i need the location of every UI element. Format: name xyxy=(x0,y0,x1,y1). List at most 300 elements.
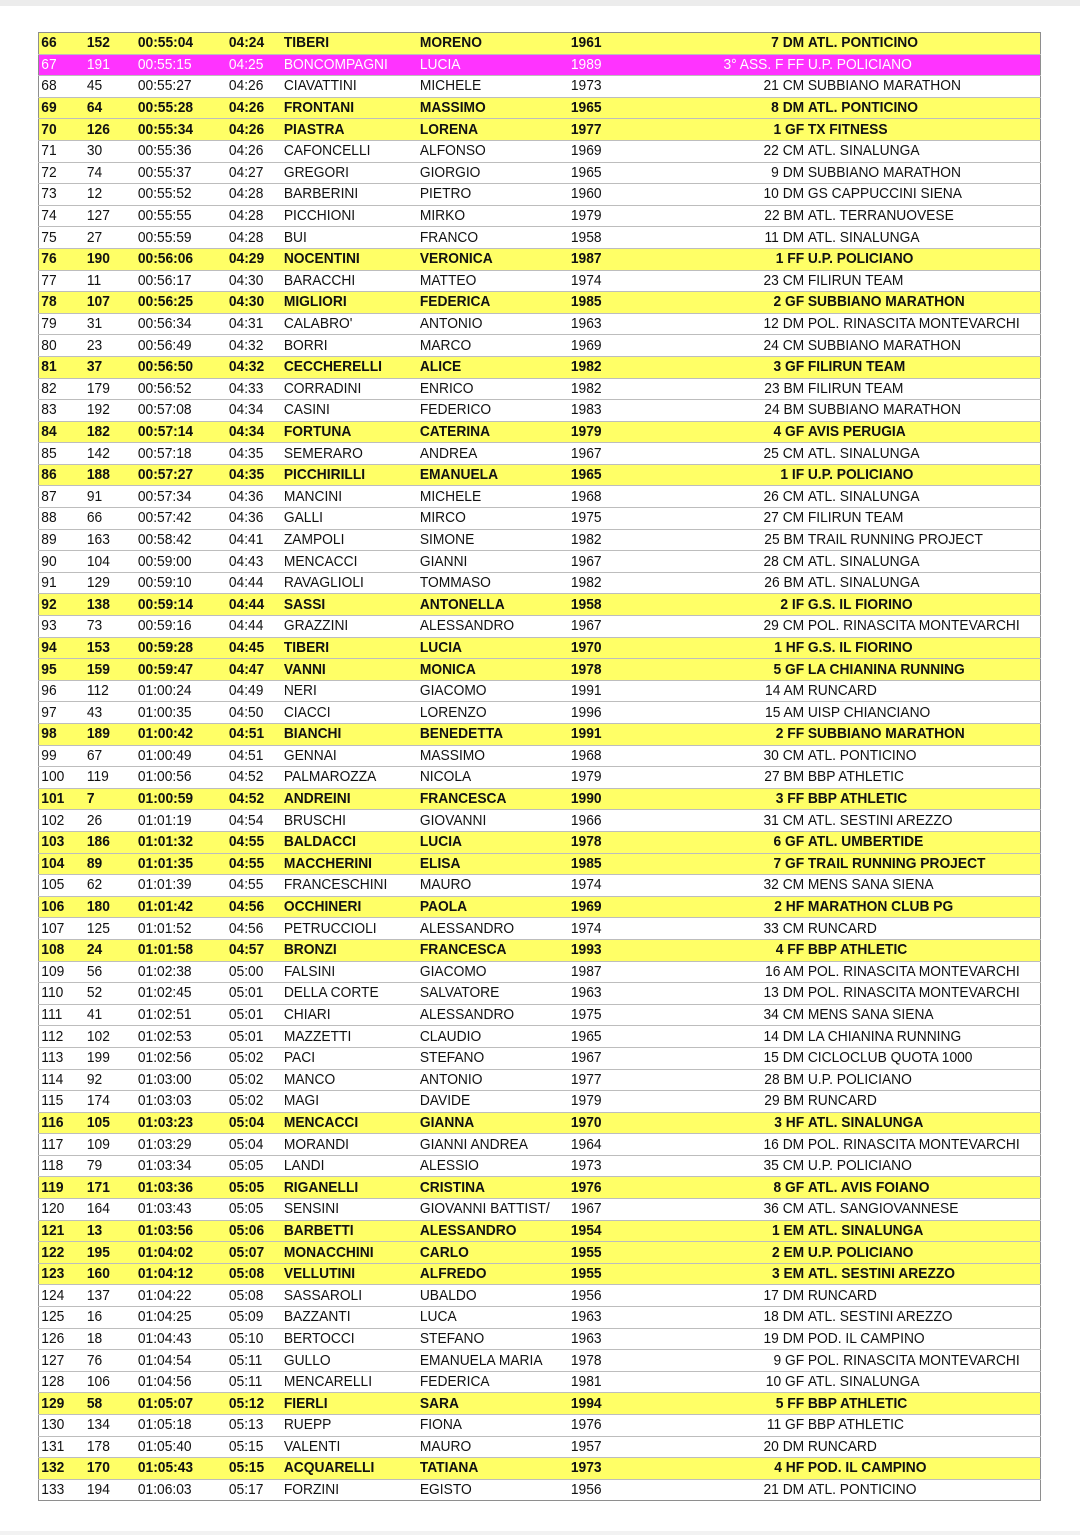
position-cell: 130 xyxy=(39,1415,81,1437)
birth-year-cell: 1956 xyxy=(569,1479,644,1501)
first-name-cell: LORENA xyxy=(418,119,557,141)
first-name-cell: ANTONIO xyxy=(418,313,557,335)
surname-cell: MAGI xyxy=(282,1091,407,1113)
pace-cell: 04:52 xyxy=(227,767,278,789)
position-cell: 125 xyxy=(39,1307,81,1329)
team-cell: ATL. SINALUNGA xyxy=(806,1371,1022,1393)
bib-number-cell: 192 xyxy=(85,400,132,422)
category-rank-cell: 1 EM xyxy=(663,1220,806,1242)
position-cell: 72 xyxy=(39,162,81,184)
first-name-cell: ALFONSO xyxy=(418,140,557,162)
pace-cell: 05:08 xyxy=(227,1263,278,1285)
category-rank-cell: 1 FF xyxy=(663,248,806,270)
result-row xyxy=(39,292,1041,314)
category-rank-cell: 11 DM xyxy=(663,227,806,249)
pace-cell: 05:04 xyxy=(227,1134,278,1156)
pace-cell: 04:55 xyxy=(227,875,278,897)
surname-cell: SASSI xyxy=(282,594,407,616)
bib-number-cell: 189 xyxy=(85,724,132,746)
bib-number-cell: 119 xyxy=(85,767,132,789)
position-cell: 70 xyxy=(39,119,81,141)
birth-year-cell: 1957 xyxy=(569,1436,644,1458)
pace-cell: 04:32 xyxy=(227,356,278,378)
pace-cell: 04:27 xyxy=(227,162,278,184)
bib-number-cell: 129 xyxy=(85,572,132,594)
finish-time-cell: 01:05:07 xyxy=(136,1393,220,1415)
team-cell: SUBBIANO MARATHON xyxy=(806,292,1022,314)
pace-cell: 04:50 xyxy=(227,702,278,724)
position-cell: 109 xyxy=(39,961,81,983)
position-cell: 95 xyxy=(39,659,81,681)
category-rank-cell: 25 BM xyxy=(663,529,806,551)
surname-cell: ACQUARELLI xyxy=(282,1458,407,1480)
finish-time-cell: 01:02:38 xyxy=(136,961,220,983)
result-row xyxy=(39,1328,1041,1350)
finish-time-cell: 01:00:56 xyxy=(136,767,220,789)
result-row xyxy=(39,508,1041,530)
pace-cell: 05:05 xyxy=(227,1199,278,1221)
birth-year-cell: 1989 xyxy=(569,54,644,76)
category-rank-cell: 14 DM xyxy=(663,1026,806,1048)
finish-time-cell: 01:02:51 xyxy=(136,1004,220,1026)
result-row xyxy=(39,983,1041,1005)
result-row xyxy=(39,1134,1041,1156)
surname-cell: PICCHIRILLI xyxy=(282,464,407,486)
position-cell: 127 xyxy=(39,1350,81,1372)
birth-year-cell: 1976 xyxy=(569,1177,644,1199)
birth-year-cell: 1967 xyxy=(569,1199,644,1221)
surname-cell: NERI xyxy=(282,680,407,702)
finish-time-cell: 00:57:08 xyxy=(136,400,220,422)
first-name-cell: GIACOMO xyxy=(418,961,557,983)
finish-time-cell: 00:56:49 xyxy=(136,335,220,357)
bib-number-cell: 13 xyxy=(85,1220,132,1242)
first-name-cell: FRANCESCA xyxy=(418,939,557,961)
category-rank-cell: 7 GF xyxy=(663,853,806,875)
first-name-cell: CLAUDIO xyxy=(418,1026,557,1048)
finish-time-cell: 01:03:56 xyxy=(136,1220,220,1242)
category-rank-cell: 28 BM xyxy=(663,1069,806,1091)
team-cell: RUNCARD xyxy=(806,680,1022,702)
bib-number-cell: 26 xyxy=(85,810,132,832)
bib-number-cell: 112 xyxy=(85,680,132,702)
birth-year-cell: 1983 xyxy=(569,400,644,422)
category-rank-cell: 23 BM xyxy=(663,378,806,400)
category-rank-cell: 23 CM xyxy=(663,270,806,292)
finish-time-cell: 01:00:42 xyxy=(136,724,220,746)
category-rank-cell: 19 DM xyxy=(663,1328,806,1350)
position-cell: 115 xyxy=(39,1091,81,1113)
surname-cell: CIAVATTINI xyxy=(282,76,407,98)
surname-cell: MENCARELLI xyxy=(282,1371,407,1393)
surname-cell: OCCHINERI xyxy=(282,896,407,918)
birth-year-cell: 1982 xyxy=(569,356,644,378)
result-row xyxy=(39,313,1041,335)
position-cell: 112 xyxy=(39,1026,81,1048)
category-rank-cell: 2 GF xyxy=(663,292,806,314)
first-name-cell: SARA xyxy=(418,1393,557,1415)
finish-time-cell: 00:57:34 xyxy=(136,486,220,508)
position-cell: 124 xyxy=(39,1285,81,1307)
first-name-cell: GIORGIO xyxy=(418,162,557,184)
surname-cell: FRONTANI xyxy=(282,97,407,119)
finish-time-cell: 01:01:58 xyxy=(136,939,220,961)
finish-time-cell: 00:59:47 xyxy=(136,659,220,681)
position-cell: 105 xyxy=(39,875,81,897)
category-rank-cell: 2 IF xyxy=(663,594,806,616)
position-cell: 86 xyxy=(39,464,81,486)
birth-year-cell: 1968 xyxy=(569,745,644,767)
birth-year-cell: 1991 xyxy=(569,680,644,702)
bib-number-cell: 11 xyxy=(85,270,132,292)
birth-year-cell: 1982 xyxy=(569,572,644,594)
category-rank-cell: 13 DM xyxy=(663,983,806,1005)
position-cell: 98 xyxy=(39,724,81,746)
surname-cell: CASINI xyxy=(282,400,407,422)
team-cell: TX FITNESS xyxy=(806,119,1022,141)
pace-cell: 05:06 xyxy=(227,1220,278,1242)
position-cell: 111 xyxy=(39,1004,81,1026)
surname-cell: TIBERI xyxy=(282,637,407,659)
result-row xyxy=(39,724,1041,746)
result-row xyxy=(39,1393,1041,1415)
team-cell: G.S. IL FIORINO xyxy=(806,594,1022,616)
pace-cell: 04:51 xyxy=(227,745,278,767)
bib-number-cell: 64 xyxy=(85,97,132,119)
pace-cell: 05:08 xyxy=(227,1285,278,1307)
category-rank-cell: 26 CM xyxy=(663,486,806,508)
team-cell: FILIRUN TEAM xyxy=(806,356,1022,378)
first-name-cell: ANTONELLA xyxy=(418,594,557,616)
team-cell: U.P. POLICIANO xyxy=(806,1242,1022,1264)
result-row xyxy=(39,356,1041,378)
pace-cell: 04:47 xyxy=(227,659,278,681)
birth-year-cell: 1974 xyxy=(569,918,644,940)
bib-number-cell: 45 xyxy=(85,76,132,98)
finish-time-cell: 01:03:00 xyxy=(136,1069,220,1091)
result-row xyxy=(39,76,1041,98)
first-name-cell: MIRKO xyxy=(418,205,557,227)
bib-number-cell: 163 xyxy=(85,529,132,551)
first-name-cell: MORENO xyxy=(418,33,557,55)
category-rank-cell: 4 FF xyxy=(663,939,806,961)
first-name-cell: CARLO xyxy=(418,1242,557,1264)
category-rank-cell: 11 GF xyxy=(663,1415,806,1437)
position-cell: 79 xyxy=(39,313,81,335)
birth-year-cell: 1970 xyxy=(569,637,644,659)
pace-cell: 04:56 xyxy=(227,896,278,918)
bib-number-cell: 18 xyxy=(85,1328,132,1350)
birth-year-cell: 1965 xyxy=(569,464,644,486)
team-cell: U.P. POLICIANO xyxy=(806,464,1022,486)
birth-year-cell: 1979 xyxy=(569,1091,644,1113)
finish-time-cell: 00:55:59 xyxy=(136,227,220,249)
position-cell: 81 xyxy=(39,356,81,378)
finish-time-cell: 00:58:42 xyxy=(136,529,220,551)
birth-year-cell: 1968 xyxy=(569,486,644,508)
position-cell: 102 xyxy=(39,810,81,832)
finish-time-cell: 01:00:59 xyxy=(136,788,220,810)
finish-time-cell: 01:01:19 xyxy=(136,810,220,832)
first-name-cell: SIMONE xyxy=(418,529,557,551)
pace-cell: 04:43 xyxy=(227,551,278,573)
bib-number-cell: 31 xyxy=(85,313,132,335)
surname-cell: NOCENTINI xyxy=(282,248,407,270)
category-rank-cell: 7 DM xyxy=(663,33,806,55)
team-cell: BBP ATHLETIC xyxy=(806,939,1022,961)
first-name-cell: TOMMASO xyxy=(418,572,557,594)
team-cell: MENS SANA SIENA xyxy=(806,1004,1022,1026)
surname-cell: BUI xyxy=(282,227,407,249)
result-row xyxy=(39,184,1041,206)
bib-number-cell: 174 xyxy=(85,1091,132,1113)
birth-year-cell: 1994 xyxy=(569,1393,644,1415)
pace-cell: 05:15 xyxy=(227,1436,278,1458)
results-table xyxy=(38,32,1041,1501)
pace-cell: 04:29 xyxy=(227,248,278,270)
first-name-cell: LORENZO xyxy=(418,702,557,724)
pace-cell: 04:30 xyxy=(227,292,278,314)
category-rank-cell: 33 CM xyxy=(663,918,806,940)
team-cell: ATL. SESTINI AREZZO xyxy=(806,1263,1022,1285)
category-rank-cell: 30 CM xyxy=(663,745,806,767)
team-cell: ATL. AVIS FOIANO xyxy=(806,1177,1022,1199)
result-row xyxy=(39,1026,1041,1048)
category-rank-cell: 27 CM xyxy=(663,508,806,530)
bib-number-cell: 199 xyxy=(85,1047,132,1069)
result-row xyxy=(39,1307,1041,1329)
surname-cell: GALLI xyxy=(282,508,407,530)
finish-time-cell: 01:05:18 xyxy=(136,1415,220,1437)
position-cell: 85 xyxy=(39,443,81,465)
birth-year-cell: 1976 xyxy=(569,1415,644,1437)
finish-time-cell: 00:55:37 xyxy=(136,162,220,184)
surname-cell: TIBERI xyxy=(282,33,407,55)
birth-year-cell: 1979 xyxy=(569,421,644,443)
surname-cell: BARACCHI xyxy=(282,270,407,292)
bib-number-cell: 142 xyxy=(85,443,132,465)
first-name-cell: MIRCO xyxy=(418,508,557,530)
finish-time-cell: 01:02:53 xyxy=(136,1026,220,1048)
position-cell: 106 xyxy=(39,896,81,918)
pace-cell: 04:28 xyxy=(227,227,278,249)
result-row xyxy=(39,572,1041,594)
position-cell: 94 xyxy=(39,637,81,659)
bib-number-cell: 171 xyxy=(85,1177,132,1199)
first-name-cell: FRANCESCA xyxy=(418,788,557,810)
birth-year-cell: 1965 xyxy=(569,162,644,184)
first-name-cell: MASSIMO xyxy=(418,97,557,119)
finish-time-cell: 01:03:29 xyxy=(136,1134,220,1156)
result-row xyxy=(39,464,1041,486)
pace-cell: 04:26 xyxy=(227,97,278,119)
surname-cell: BIANCHI xyxy=(282,724,407,746)
bib-number-cell: 91 xyxy=(85,486,132,508)
birth-year-cell: 1974 xyxy=(569,875,644,897)
surname-cell: MENCACCI xyxy=(282,1112,407,1134)
bib-number-cell: 41 xyxy=(85,1004,132,1026)
position-cell: 84 xyxy=(39,421,81,443)
finish-time-cell: 01:01:52 xyxy=(136,918,220,940)
category-rank-cell: 17 DM xyxy=(663,1285,806,1307)
result-row xyxy=(39,1177,1041,1199)
surname-cell: MORANDI xyxy=(282,1134,407,1156)
finish-time-cell: 01:04:43 xyxy=(136,1328,220,1350)
finish-time-cell: 01:01:35 xyxy=(136,853,220,875)
birth-year-cell: 1963 xyxy=(569,983,644,1005)
surname-cell: RUEPP xyxy=(282,1415,407,1437)
position-cell: 78 xyxy=(39,292,81,314)
finish-time-cell: 00:59:00 xyxy=(136,551,220,573)
surname-cell: CALABRO' xyxy=(282,313,407,335)
birth-year-cell: 1975 xyxy=(569,508,644,530)
first-name-cell: FEDERICO xyxy=(418,400,557,422)
category-rank-cell: 15 DM xyxy=(663,1047,806,1069)
bib-number-cell: 52 xyxy=(85,983,132,1005)
first-name-cell: FIONA xyxy=(418,1415,557,1437)
category-rank-cell: 3 FF xyxy=(663,788,806,810)
birth-year-cell: 1955 xyxy=(569,1263,644,1285)
category-rank-cell: 12 DM xyxy=(663,313,806,335)
surname-cell: PIASTRA xyxy=(282,119,407,141)
position-cell: 103 xyxy=(39,831,81,853)
bib-number-cell: 182 xyxy=(85,421,132,443)
position-cell: 73 xyxy=(39,184,81,206)
finish-time-cell: 00:55:36 xyxy=(136,140,220,162)
birth-year-cell: 1963 xyxy=(569,313,644,335)
team-cell: FILIRUN TEAM xyxy=(806,508,1022,530)
finish-time-cell: 01:01:32 xyxy=(136,831,220,853)
birth-year-cell: 1990 xyxy=(569,788,644,810)
first-name-cell: TATIANA xyxy=(418,1458,557,1480)
birth-year-cell: 1979 xyxy=(569,205,644,227)
bib-number-cell: 62 xyxy=(85,875,132,897)
first-name-cell: LUCIA xyxy=(418,831,557,853)
position-cell: 121 xyxy=(39,1220,81,1242)
result-row xyxy=(39,1199,1041,1221)
first-name-cell: VERONICA xyxy=(418,248,557,270)
pace-cell: 04:49 xyxy=(227,680,278,702)
pace-cell: 04:31 xyxy=(227,313,278,335)
bib-number-cell: 159 xyxy=(85,659,132,681)
result-row xyxy=(39,119,1041,141)
result-row xyxy=(39,594,1041,616)
finish-time-cell: 01:02:56 xyxy=(136,1047,220,1069)
surname-cell: MANCINI xyxy=(282,486,407,508)
bib-number-cell: 170 xyxy=(85,1458,132,1480)
bib-number-cell: 134 xyxy=(85,1415,132,1437)
result-row xyxy=(39,767,1041,789)
surname-cell: RIGANELLI xyxy=(282,1177,407,1199)
finish-time-cell: 01:00:35 xyxy=(136,702,220,724)
first-name-cell: ALESSIO xyxy=(418,1155,557,1177)
pace-cell: 04:30 xyxy=(227,270,278,292)
first-name-cell: DAVIDE xyxy=(418,1091,557,1113)
position-cell: 82 xyxy=(39,378,81,400)
surname-cell: MAZZETTI xyxy=(282,1026,407,1048)
surname-cell: MENCACCI xyxy=(282,551,407,573)
pace-cell: 04:44 xyxy=(227,594,278,616)
birth-year-cell: 1967 xyxy=(569,616,644,638)
surname-cell: VANNI xyxy=(282,659,407,681)
birth-year-cell: 1956 xyxy=(569,1285,644,1307)
first-name-cell: ALESSANDRO xyxy=(418,1220,557,1242)
pace-cell: 05:05 xyxy=(227,1155,278,1177)
position-cell: 76 xyxy=(39,248,81,270)
first-name-cell: GIACOMO xyxy=(418,680,557,702)
team-cell: ATL. SESTINI AREZZO xyxy=(806,810,1022,832)
birth-year-cell: 1987 xyxy=(569,961,644,983)
birth-year-cell: 1973 xyxy=(569,1458,644,1480)
birth-year-cell: 1978 xyxy=(569,1350,644,1372)
pace-cell: 05:01 xyxy=(227,983,278,1005)
position-cell: 93 xyxy=(39,616,81,638)
position-cell: 122 xyxy=(39,1242,81,1264)
first-name-cell: GIANNI xyxy=(418,551,557,573)
bib-number-cell: 195 xyxy=(85,1242,132,1264)
surname-cell: FRANCESCHINI xyxy=(282,875,407,897)
surname-cell: DELLA CORTE xyxy=(282,983,407,1005)
bib-number-cell: 138 xyxy=(85,594,132,616)
position-cell: 114 xyxy=(39,1069,81,1091)
surname-cell: GENNAI xyxy=(282,745,407,767)
finish-time-cell: 00:56:52 xyxy=(136,378,220,400)
position-cell: 77 xyxy=(39,270,81,292)
position-cell: 119 xyxy=(39,1177,81,1199)
first-name-cell: CATERINA xyxy=(418,421,557,443)
category-rank-cell: 3 HF xyxy=(663,1112,806,1134)
bib-number-cell: 190 xyxy=(85,248,132,270)
category-rank-cell: 14 AM xyxy=(663,680,806,702)
finish-time-cell: 00:55:34 xyxy=(136,119,220,141)
pace-cell: 05:01 xyxy=(227,1004,278,1026)
birth-year-cell: 1977 xyxy=(569,119,644,141)
position-cell: 75 xyxy=(39,227,81,249)
bib-number-cell: 79 xyxy=(85,1155,132,1177)
team-cell: GS CAPPUCCINI SIENA xyxy=(806,184,1022,206)
team-cell: TRAIL RUNNING PROJECT xyxy=(806,853,1022,875)
team-cell: UISP CHIANCIANO xyxy=(806,702,1022,724)
result-row xyxy=(39,1458,1041,1480)
result-row xyxy=(39,616,1041,638)
surname-cell: BONCOMPAGNI xyxy=(282,54,407,76)
team-cell: POD. IL CAMPINO xyxy=(806,1328,1022,1350)
pace-cell: 05:05 xyxy=(227,1177,278,1199)
position-cell: 66 xyxy=(39,33,81,55)
surname-cell: CIACCI xyxy=(282,702,407,724)
result-row xyxy=(39,1371,1041,1393)
finish-time-cell: 00:57:42 xyxy=(136,508,220,530)
category-rank-cell: 32 CM xyxy=(663,875,806,897)
team-cell: ATL. UMBERTIDE xyxy=(806,831,1022,853)
position-cell: 101 xyxy=(39,788,81,810)
birth-year-cell: 1996 xyxy=(569,702,644,724)
surname-cell: FORZINI xyxy=(282,1479,407,1501)
surname-cell: BRONZI xyxy=(282,939,407,961)
category-rank-cell: 10 DM xyxy=(663,184,806,206)
birth-year-cell: 1969 xyxy=(569,896,644,918)
birth-year-cell: 1985 xyxy=(569,292,644,314)
category-rank-cell: 16 DM xyxy=(663,1134,806,1156)
surname-cell: MACCHERINI xyxy=(282,853,407,875)
birth-year-cell: 1954 xyxy=(569,1220,644,1242)
birth-year-cell: 1963 xyxy=(569,1328,644,1350)
bib-number-cell: 73 xyxy=(85,616,132,638)
category-rank-cell: 5 GF xyxy=(663,659,806,681)
bib-number-cell: 191 xyxy=(85,54,132,76)
position-cell: 108 xyxy=(39,939,81,961)
birth-year-cell: 1982 xyxy=(569,529,644,551)
